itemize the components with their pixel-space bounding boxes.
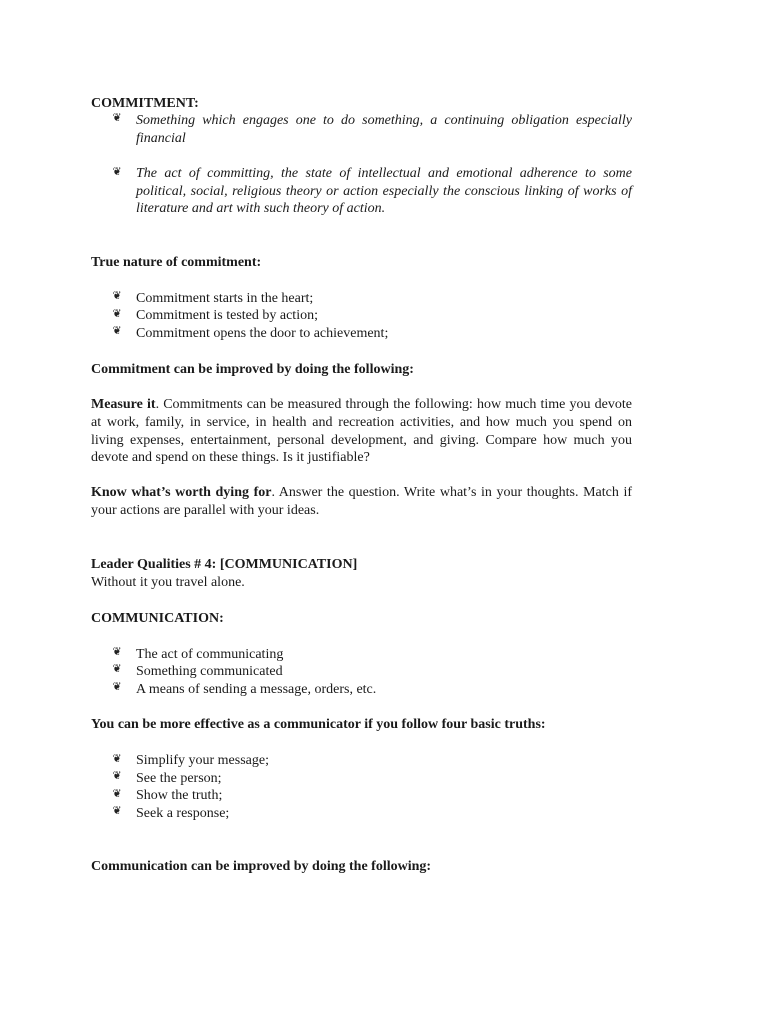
list-item: Show the truth; bbox=[136, 788, 223, 803]
bullet-icon: ❦ bbox=[112, 805, 122, 817]
measure-it-lead: Measure it bbox=[91, 397, 156, 412]
bullet-icon: ❦ bbox=[112, 166, 122, 178]
bullet-icon: ❦ bbox=[112, 681, 122, 693]
bullet-icon: ❦ bbox=[112, 290, 122, 302]
list-item: Commitment starts in the heart; bbox=[136, 291, 314, 306]
commitment-definition-2: The act of committing, the state of intellectual and emotional adherence to some political, social, religious theory or action especially the conscious linking of works of literature and art with such theory of action. bbox=[136, 166, 632, 216]
list-item: Commitment is tested by action; bbox=[136, 308, 318, 323]
bullet-icon: ❦ bbox=[112, 753, 122, 765]
bullet-icon: ❦ bbox=[112, 308, 122, 320]
bullet-icon: ❦ bbox=[112, 788, 122, 800]
bullet-icon: ❦ bbox=[112, 646, 122, 658]
effective-communicator-heading: You can be more effective as a communicator if you follow four basic truths: bbox=[91, 717, 546, 732]
commitment-heading: COMMITMENT: bbox=[91, 96, 199, 111]
list-item: Seek a response; bbox=[136, 806, 230, 821]
know-worth-text: . Answer the question. Write what’s in your thoughts. Match if your actions are parallel with your ideas. bbox=[91, 485, 632, 518]
list-item: Something communicated bbox=[136, 664, 283, 679]
commitment-improved-heading: Commitment can be improved by doing the following: bbox=[91, 362, 414, 377]
list-item: Commitment opens the door to achievement; bbox=[136, 326, 389, 341]
commitment-definition-1: Something which engages one to do something, a continuing obligation especially financial bbox=[136, 113, 632, 146]
know-worth-paragraph bbox=[91, 484, 632, 520]
list-item: Simplify your message; bbox=[136, 753, 269, 768]
list-item: See the person; bbox=[136, 771, 222, 786]
communication-heading: COMMUNICATION: bbox=[91, 611, 224, 626]
bullet-icon: ❦ bbox=[112, 112, 122, 124]
measure-it-paragraph bbox=[91, 396, 632, 467]
true-nature-heading: True nature of commitment: bbox=[91, 255, 262, 270]
communication-improved-heading: Communication can be improved by doing the following: bbox=[91, 859, 432, 874]
bullet-icon: ❦ bbox=[112, 770, 122, 782]
list-item: The act of communicating bbox=[136, 647, 284, 662]
list-item: A means of sending a message, orders, etc. bbox=[136, 682, 377, 697]
measure-it-text: . Commitments can be measured through the following: how much time you devote at work, family, in service, in health and recreation activities, and how much you spend on living expenses, entertainment, personal development, and giving. Compare how much you devote and spend on these things. Is it justifiable? bbox=[91, 397, 633, 466]
leader-qualities-heading: Leader Qualities # 4: [COMMUNICATION] bbox=[91, 557, 358, 572]
bullet-icon: ❦ bbox=[112, 325, 122, 337]
bullet-icon: ❦ bbox=[112, 663, 122, 675]
know-worth-lead: Know what’s worth dying for bbox=[91, 485, 272, 500]
leader-qualities-subtitle: Without it you travel alone. bbox=[91, 575, 245, 590]
